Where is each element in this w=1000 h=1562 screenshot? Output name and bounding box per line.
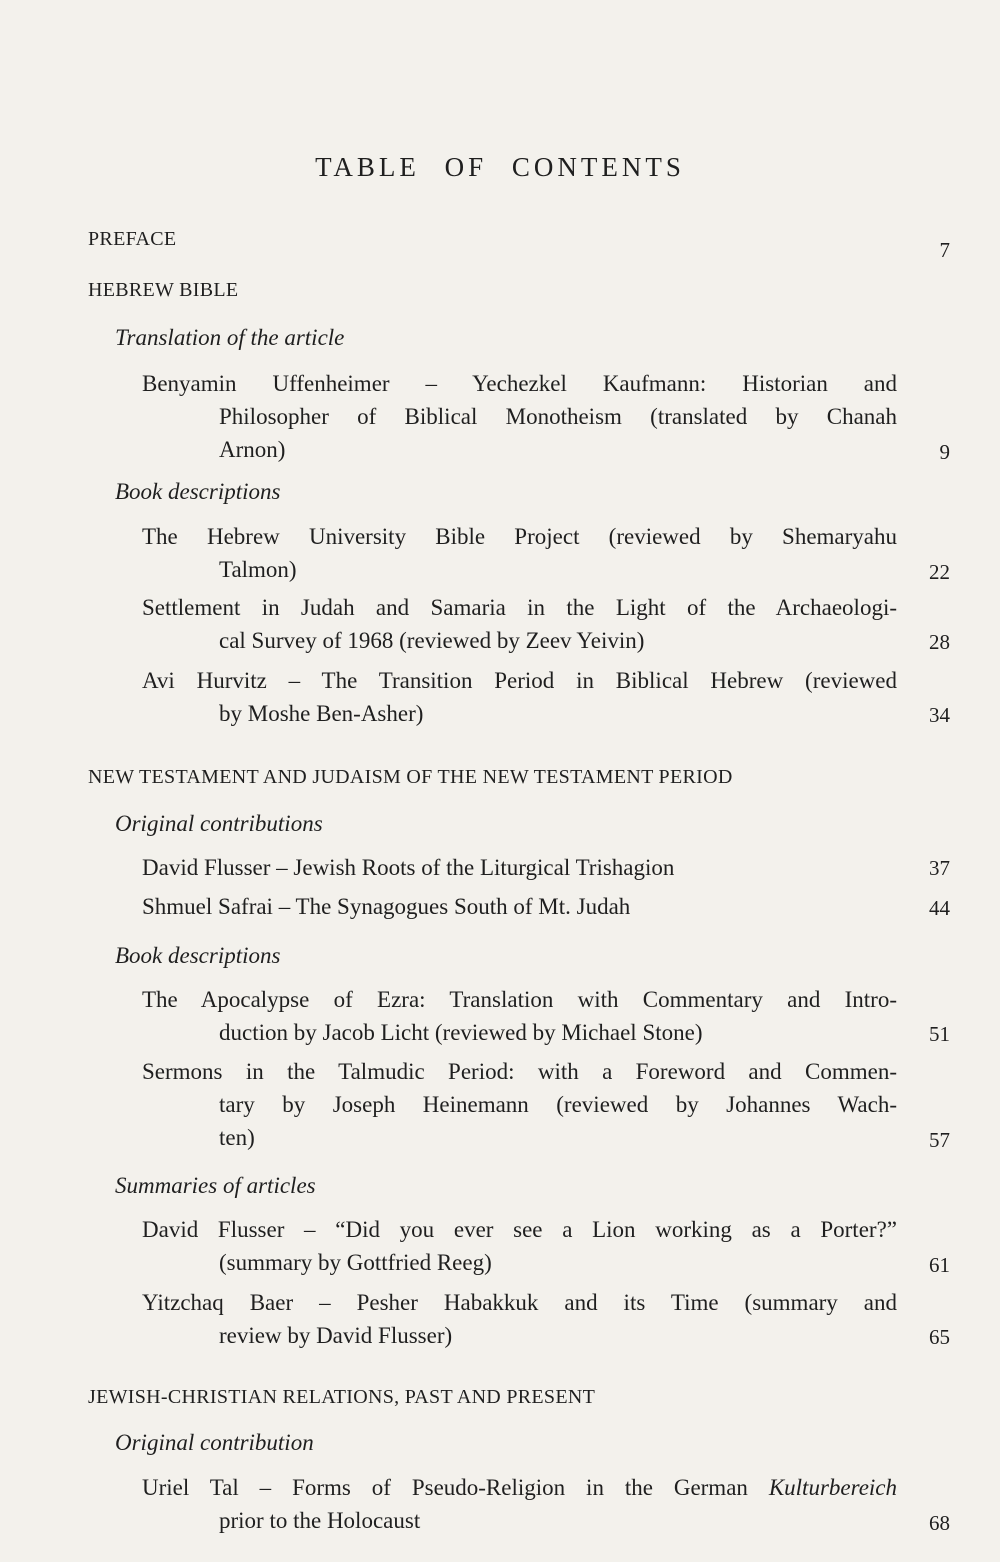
page-number-safrai: 44: [929, 896, 950, 920]
entry-line: The Apocalypse of Ezra: Translation with Commentary and Intro-: [142, 987, 897, 1012]
entry-text: Uriel Tal – Forms of Pseudo-Religion in the German: [142, 1475, 748, 1500]
page-number-lion: 61: [929, 1253, 950, 1277]
entry-line: Philosopher of Biblical Monotheism (translated by Chanah: [219, 404, 897, 429]
page-number-sermons: 57: [929, 1128, 950, 1152]
page-title: TABLE OF CONTENTS: [315, 152, 685, 182]
section-jewish-christian: JEWISH-CHRISTIAN RELATIONS, PAST AND PRESENT: [88, 1386, 596, 1408]
toc-entry-baer: [142, 1286, 897, 1352]
toc-entry-tal: [142, 1471, 897, 1537]
page-number-tal: 68: [929, 1511, 950, 1535]
toc-entry-lion: [142, 1213, 897, 1279]
entry-italic-term: Kulturbereich: [768, 1475, 898, 1500]
page-number-ezra: 51: [929, 1022, 950, 1046]
subsection-summaries: Summaries of articles: [115, 1173, 316, 1198]
page-number-settlement: 28: [929, 630, 950, 654]
entry-line: David Flusser – Jewish Roots of the Liturgical Trishagion: [142, 855, 675, 880]
entry-line: tary by Joseph Heinemann (reviewed by Johannes Wach-: [219, 1092, 897, 1117]
section-preface: PREFACE: [88, 228, 177, 250]
toc-entry-settlement: [142, 591, 897, 657]
entry-line: [142, 1471, 897, 1504]
entry-line: Avi Hurvitz – The Transition Period in Biblical Hebrew (reviewed: [142, 668, 897, 693]
subsection-original-contributions: Original contributions: [115, 811, 323, 836]
section-new-testament: NEW TESTAMENT AND JUDAISM OF THE NEW TESTAMENT PERIOD: [88, 766, 733, 788]
entry-line: Settlement in Judah and Samaria in the Light of the Archaeologi-: [142, 595, 897, 620]
page-number-preface: 7: [939, 238, 950, 262]
toc-entry-bible-project: [142, 520, 897, 586]
entry-line: by Moshe Ben-Asher): [219, 701, 424, 726]
entry-line: prior to the Holocaust: [219, 1508, 421, 1533]
entry-line: Yitzchaq Baer – Pesher Habakkuk and its Time (summary and: [142, 1290, 897, 1315]
subsection-translation: Translation of the article: [115, 325, 345, 350]
toc-entry-ezra: [142, 983, 897, 1049]
page-number-flusser-trishagion: 37: [929, 856, 950, 880]
subsection-book-descriptions-nt: Book descriptions: [115, 943, 281, 968]
toc-entry-sermons: [142, 1055, 897, 1154]
subsection-book-descriptions: Book descriptions: [115, 479, 281, 504]
toc-entry-hurvitz: [142, 664, 897, 730]
entry-line: David Flusser – “Did you ever see a Lion working as a Porter?”: [142, 1217, 897, 1242]
entry-line: (summary by Gottfried Reeg): [219, 1250, 492, 1275]
subsection-original-contribution: Original contribution: [115, 1430, 314, 1455]
page-number-uffenheimer: 9: [939, 440, 950, 464]
entry-line: Shmuel Safrai – The Synagogues South of Mt. Judah: [142, 894, 631, 919]
entry-line: Sermons in the Talmudic Period: with a Foreword and Commen-: [142, 1059, 897, 1084]
entry-line: The Hebrew University Bible Project (reviewed by Shemaryahu: [142, 524, 897, 549]
entry-line: cal Survey of 1968 (reviewed by Zeev Yeivin): [219, 628, 645, 653]
page-number-baer: 65: [929, 1325, 950, 1349]
entry-line: review by David Flusser): [219, 1323, 453, 1348]
toc-entry-uffenheimer: [142, 367, 897, 466]
entry-line: Benyamin Uffenheimer – Yechezkel Kaufmann: Historian and: [142, 371, 897, 396]
entry-line: ten): [219, 1125, 255, 1150]
entry-line: duction by Jacob Licht (reviewed by Michael Stone): [219, 1020, 703, 1045]
page-number-bible-project: 22: [929, 560, 950, 584]
section-hebrew-bible: HEBREW BIBLE: [88, 279, 239, 301]
toc-entry-flusser-trishagion: [142, 851, 897, 884]
entry-line: Arnon): [219, 437, 286, 462]
entry-line: Talmon): [219, 557, 297, 582]
toc-entry-safrai: [142, 890, 897, 923]
page-number-hurvitz: 34: [929, 703, 950, 727]
